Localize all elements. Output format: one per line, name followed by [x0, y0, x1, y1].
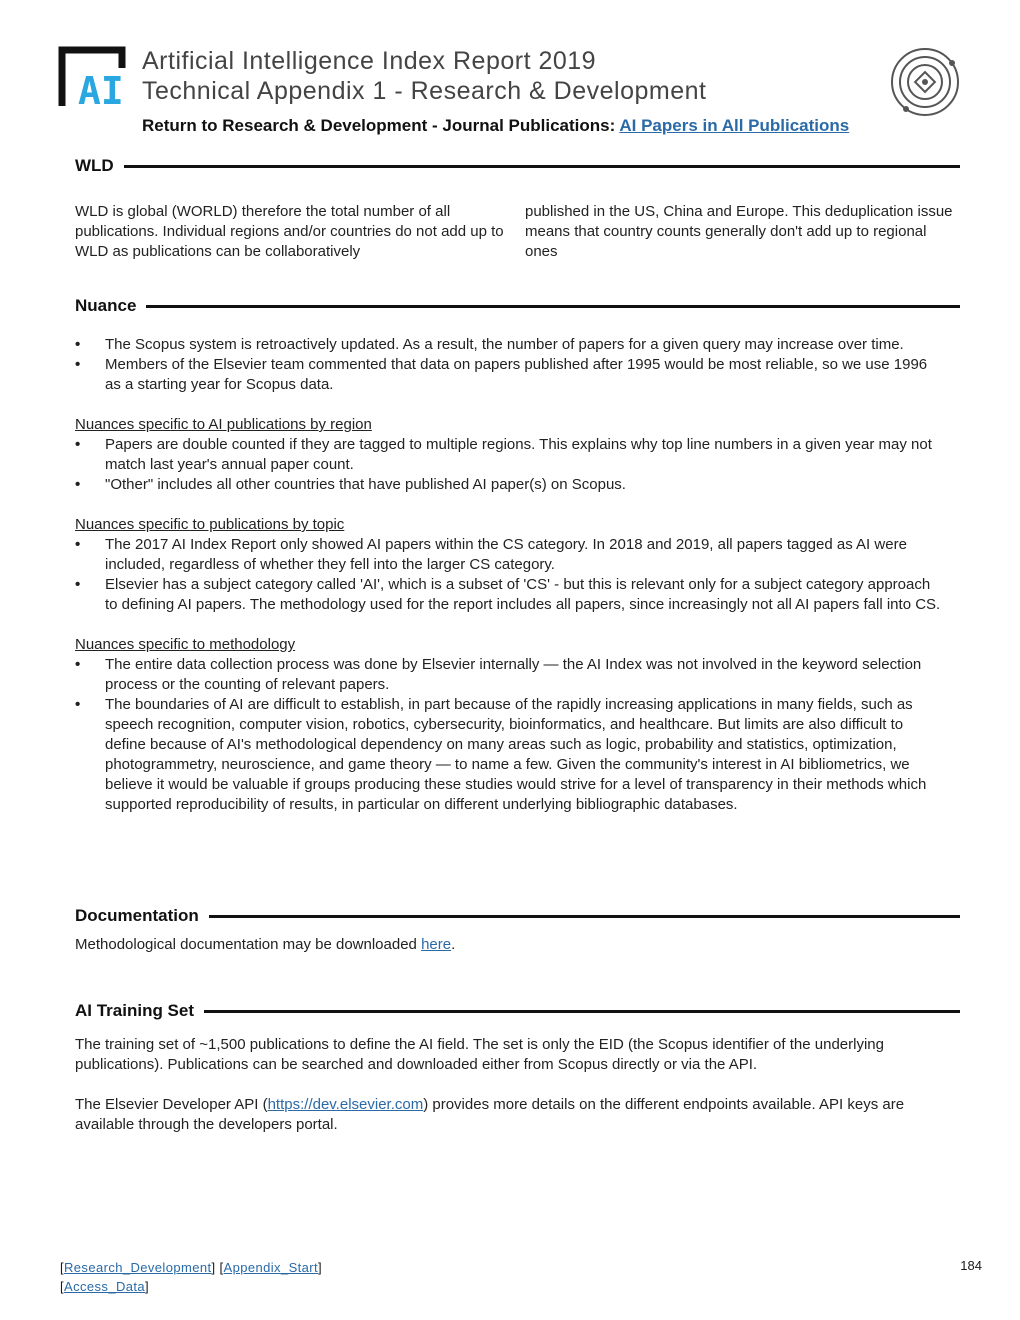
- section-divider: [146, 305, 960, 308]
- region-subheading: Nuances specific to AI publications by region: [75, 416, 372, 433]
- ai-index-logo: [58, 46, 130, 110]
- region-list: [75, 435, 945, 495]
- wld-text-column-1: WLD is global (WORLD) therefore the total number of all publications. Individual regions and/or countries do not add up to WLD as publications can be collaboratively: [75, 203, 504, 260]
- methodology-subheading: Nuances specific to methodology: [75, 636, 296, 653]
- training-heading: AI Training Set: [75, 1001, 195, 1020]
- wld-text-column-2: published in the US, China and Europe. This deduplication issue means that country counts generally don't add up to regional ones: [525, 203, 953, 260]
- orbit-emblem-icon: [888, 45, 962, 119]
- wld-heading: WLD: [75, 156, 114, 175]
- documentation-section-header: [75, 906, 960, 926]
- list-item: • Members of the Elsevier team commented that data on papers published after 1995 would be most reliable, so we use 1996 as a starting year for Scopus data.: [75, 355, 945, 395]
- page-number: 184: [960, 1258, 982, 1273]
- nuance-heading: Nuance: [75, 296, 137, 315]
- section-divider: [209, 915, 960, 918]
- documentation-prefix: Methodological documentation may be downloaded: [75, 936, 422, 953]
- list-item: • The 2017 AI Index Report only showed AI papers within the CS category. In 2018 and 2019, all papers tagged as AI were included, regardless of whether they fell into the larger CS category.: [75, 535, 945, 575]
- nuance-body: [75, 335, 945, 815]
- api-prefix: The Elsevier Developer API (: [75, 1096, 268, 1113]
- documentation-heading: Documentation: [75, 906, 199, 925]
- return-prefix: Return to Research & Development - Journal Publications:: [142, 116, 620, 135]
- list-item: • Elsevier has a subject category called 'AI', which is a subset of 'CS' - but this is relevant only for a subject category approach to defining AI papers. The methodology used for the report includes all papers, since increasingly not all AI papers fall into CS.: [75, 575, 945, 615]
- research-development-link[interactable]: Research_Development: [64, 1260, 212, 1275]
- nuance-list: [75, 335, 945, 395]
- training-paragraph-1: The training set of ~1,500 publications to define the AI field. The set is only the EID (the Scopus identifier of the underlying publications). Publications can be searched and downloaded either from Scopus directly or via the API.: [75, 1036, 884, 1073]
- appendix-start-link[interactable]: Appendix_Start: [223, 1260, 319, 1275]
- access-data-link[interactable]: Access_Data: [64, 1279, 146, 1294]
- topic-subheading: Nuances specific to publications by topic: [75, 516, 345, 533]
- api-suffix: ) provides more details on the different endpoints available. API keys are available through the developers portal.: [75, 1096, 905, 1133]
- training-section-header: [75, 1001, 960, 1021]
- report-title-line2: Technical Appendix 1 - Research & Development: [142, 77, 707, 105]
- footer-navigation: [Research_Development] [Appendix_Start] [Access_Data]: [60, 1260, 323, 1294]
- documentation-suffix: .: [451, 936, 456, 953]
- section-divider: [204, 1010, 960, 1013]
- documentation-download-link[interactable]: here: [421, 936, 452, 953]
- list-item: • "Other" includes all other countries that have published AI paper(s) on Scopus.: [75, 475, 945, 495]
- training-body: [75, 1035, 945, 1135]
- return-navigation: [142, 116, 849, 136]
- section-divider: [124, 165, 960, 168]
- nuance-section-header: [75, 296, 960, 316]
- report-title-line1: Artificial Intelligence Index Report 2019: [142, 47, 597, 75]
- wld-section-header: [75, 156, 960, 176]
- topic-list: [75, 535, 945, 615]
- documentation-text: [75, 935, 945, 955]
- logo-text: AI: [78, 69, 124, 110]
- list-item: • The boundaries of AI are difficult to establish, in part because of the rapidly increasing applications in many fields, such as speech recognition, computer vision, robotics, cybersecurity, bioinformatics, and healthcare. But limits are also difficult to define because of AI's methodological dependency on many areas such as logic, probability and statistics, optimization, photogrammetry, neuroscience, and game theory — to name a few. Given the community's interest in AI bibliometrics, we believe it would be valuable if groups producing these studies would strive for a level of transparency in their methods which supported reproducibility of results, in particular on different underlying bibliographic databases.: [75, 695, 945, 815]
- list-item: • Papers are double counted if they are tagged to multiple regions. This explains why top line numbers in a given year may not match last year's annual paper count.: [75, 435, 945, 475]
- methodology-list: [75, 655, 945, 815]
- ai-papers-link[interactable]: AI Papers in All Publications: [619, 116, 850, 135]
- list-item: • The Scopus system is retroactively updated. As a result, the number of papers for a given query may increase over time.: [75, 335, 945, 355]
- training-paragraph-2: [75, 1095, 945, 1135]
- report-title: [142, 46, 706, 106]
- list-item: • The entire data collection process was done by Elsevier internally — the AI Index was not involved in the keyword selection process or the counting of relevant papers.: [75, 655, 945, 695]
- elsevier-api-link[interactable]: https://dev.elsevier.com: [267, 1096, 424, 1113]
